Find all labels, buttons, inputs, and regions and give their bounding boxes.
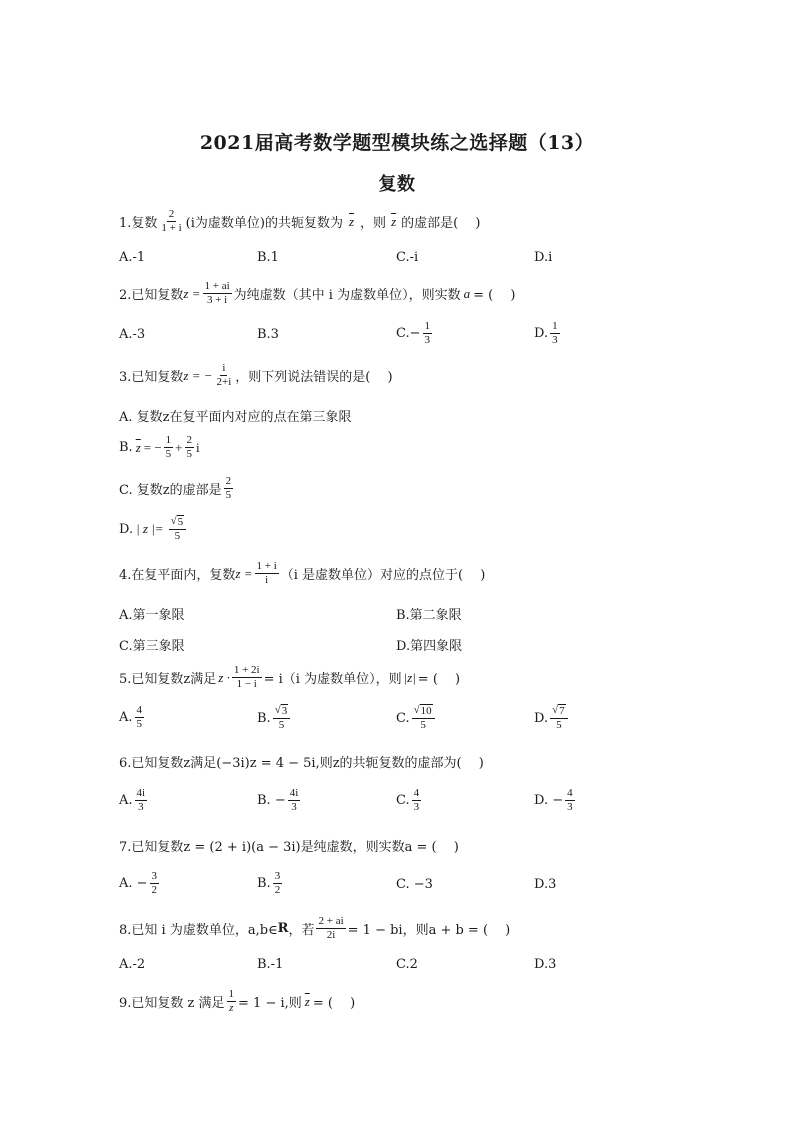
q3-option-c-frac: [224, 475, 234, 502]
q6-option-b-frac: [288, 787, 301, 814]
q2-var: a: [463, 285, 471, 301]
q6-option-d-label: D. −: [534, 793, 564, 808]
q4-frac-den: i: [265, 574, 269, 586]
q2-option-d-den: 3: [552, 334, 558, 346]
q3-option-b-d1: 5: [165, 448, 172, 460]
q5-option-d-num: [550, 704, 568, 719]
q2-text2: = ( ): [473, 288, 516, 303]
q6-option-a-label: A.: [119, 793, 133, 808]
q5-option-a: [119, 704, 146, 731]
q6-option-d-frac: [565, 787, 575, 814]
q3-prefix: 3.已知复数: [119, 370, 184, 385]
question-2: [119, 280, 515, 307]
q6-option-c: [396, 787, 423, 814]
sqrt-symbol: √ 7: [552, 704, 565, 717]
q2-lhs: z =: [183, 285, 201, 301]
q5-option-b-frac: [273, 704, 291, 732]
q1-option-a: A.-1: [119, 250, 146, 265]
question-4: [119, 560, 485, 587]
q9-fraction: [227, 988, 237, 1015]
q1-option-d: D.i: [534, 250, 553, 265]
q7-option-b-frac: [273, 870, 283, 897]
q3-option-a: A. 复数z在复平面内对应的点在第三象限: [119, 410, 352, 425]
q2-option-d-label: D.: [534, 326, 549, 341]
page-title: 2021届高考数学题型模块练之选择题（13）: [199, 132, 595, 154]
q3-option-d-num: [169, 515, 187, 530]
q2-option-c-den: 3: [424, 334, 431, 346]
q6-option-c-label: C.: [396, 793, 410, 808]
q5-abs: |z|: [403, 669, 416, 685]
sqrt-symbol: √ 3: [274, 704, 288, 717]
q3-option-c-den: 5: [225, 489, 232, 501]
q6-option-c-num: 4: [413, 787, 420, 799]
q8-prefix: 8.已知 i 为虚数单位，a,b∈: [119, 923, 278, 938]
q2-option-b: B.3: [257, 327, 279, 342]
q5-option-a-num: 4: [136, 704, 143, 716]
q7-option-b-label: B.: [257, 876, 271, 891]
q5-lhs: z ·: [218, 669, 230, 685]
q6-option-d-den: 3: [567, 801, 573, 813]
sqrt-symbol: √ 5: [170, 515, 184, 528]
q5-option-d-den: 5: [556, 719, 562, 731]
q6-option-b-label: B. −: [257, 793, 286, 808]
q6-option-b: [257, 787, 302, 814]
q1-option-b: B.1: [257, 250, 279, 265]
q6-option-c-frac: [412, 787, 422, 814]
q2-option-d: [534, 320, 562, 347]
q4-option-d: D.第四象限: [396, 639, 463, 654]
q3-option-c-num: 2: [225, 475, 232, 487]
q7-option-a-label: A. −: [119, 876, 148, 891]
q2-option-c: [396, 320, 434, 347]
q4-fraction: [255, 560, 279, 587]
q3-option-d-label: D.: [119, 521, 134, 537]
q3-option-b-label: B.: [119, 440, 133, 455]
q2-fraction: [203, 280, 232, 307]
q2-option-c-num: 1: [424, 320, 431, 332]
q3-option-b-n2: 2: [186, 434, 193, 446]
q2-option-c-frac: [423, 320, 433, 347]
q4-option-c: C.第三象限: [119, 639, 185, 654]
sqrt-symbol: √ 10: [413, 704, 432, 717]
q5-prefix: 5.已知复数z满足: [119, 672, 217, 687]
question-1: [119, 208, 480, 235]
q5-text1: = i（i 为虚数单位），则: [263, 672, 402, 687]
q2-option-a: A.-3: [119, 327, 146, 342]
q2-option-c-label: C.: [396, 326, 410, 341]
q4-option-b: B.第二象限: [396, 608, 462, 623]
q8-fraction: [316, 915, 345, 942]
q5-option-b-label: B.: [257, 710, 271, 726]
q7-option-a-den: 2: [151, 884, 158, 896]
question-5: [119, 664, 460, 691]
q2-option-c-sign: −: [409, 326, 421, 341]
q6-option-a-frac: [135, 787, 148, 814]
q1-text2: ，则: [360, 216, 387, 231]
q2-frac-den: 3 + i: [206, 294, 228, 306]
q3-option-b-frac2: [185, 434, 195, 461]
q3-option-c-text: C. 复数z的虚部是: [119, 483, 222, 498]
q8-option-a: A.-2: [119, 957, 146, 972]
q1-fraction: [159, 208, 183, 235]
question-9: [119, 988, 355, 1015]
q8-real-set: R: [277, 921, 289, 936]
q5-option-a-den: 5: [136, 718, 143, 730]
q5-option-c-frac: [412, 704, 435, 732]
q2-frac-num: 1 + ai: [204, 280, 230, 292]
q5-option-b: [257, 704, 292, 732]
q3-option-b-eq: = −: [143, 439, 162, 455]
q5-frac-den: 1 − i: [236, 678, 257, 690]
q5-option-b-num: [273, 704, 291, 719]
q5-option-a-label: A.: [119, 710, 133, 725]
q6-option-a: [119, 787, 149, 814]
q4-prefix: 4.在复平面内，复数: [119, 568, 236, 583]
page-subtitle: 复数: [378, 174, 416, 195]
q2-option-d-num: 1: [552, 320, 558, 332]
q9-frac-num: 1: [228, 988, 235, 1000]
q3-option-d-den: 5: [174, 530, 181, 542]
q6-option-b-num: 4i: [289, 787, 299, 799]
q8-option-b: B.-1: [257, 957, 284, 972]
q1-frac-den: 1 + i: [161, 222, 182, 234]
q6-option-d-num: 4: [567, 787, 573, 799]
q5-option-c-rad: 10: [420, 705, 432, 717]
q3-option-c: [119, 475, 235, 502]
q7-option-c: C. −3: [396, 877, 433, 892]
q3-option-b: [119, 434, 200, 461]
q3-option-b-i: i: [196, 439, 200, 455]
q5-option-c-num: [412, 704, 435, 719]
q9-prefix: 9.已知复数 z 满足: [119, 996, 225, 1011]
q8-text2: = 1 − bi，则a + b = ( ): [347, 923, 511, 938]
q4-text1: （i 是虚数单位）对应的点位于( ): [280, 568, 486, 583]
q3-option-d: [119, 515, 188, 543]
q4-option-a: A.第一象限: [119, 608, 185, 623]
q5-option-c: [396, 704, 437, 732]
q9-frac-den: z: [229, 1002, 234, 1014]
q1-frac-num: 2: [168, 208, 175, 220]
q3-option-d-frac: [169, 515, 187, 543]
q5-option-c-den: 5: [420, 719, 426, 731]
q3-option-b-frac1: [164, 434, 174, 461]
q1-prefix: 1.复数: [119, 216, 158, 231]
q5-option-a-frac: [135, 704, 145, 731]
q6-option-b-den: 3: [291, 801, 297, 813]
question-6: 6.已知复数z满足(−3i)z = 4 − 5i,则z的共轭复数的虚部为( ): [119, 756, 484, 771]
q8-option-c: C.2: [396, 957, 418, 972]
q3-lhs: z = −: [183, 367, 213, 383]
q4-frac-num: 1 + i: [256, 560, 277, 572]
q8-frac-num: 2 + ai: [318, 915, 344, 927]
q5-option-d-label: D.: [534, 710, 549, 726]
q5-option-d-frac: [550, 704, 568, 732]
q7-option-d: D.3: [534, 877, 557, 892]
q3-option-b-n1: 1: [165, 434, 172, 446]
q8-text1: ，若: [288, 923, 315, 938]
q2-prefix: 2.已知复数: [119, 288, 184, 303]
q5-option-d-rad: 7: [559, 705, 565, 717]
q2-text1: 为纯虚数（其中 i 为虚数单位），则实数: [233, 288, 461, 303]
q7-option-a-num: 3: [151, 870, 158, 882]
question-3: [119, 362, 393, 389]
q5-option-c-label: C.: [396, 710, 410, 726]
q1-zbar-2: $\overline{z}$: [391, 213, 397, 229]
q7-option-a: [119, 870, 161, 897]
q5-fraction: [232, 664, 262, 691]
q9-text1: = 1 − i,则: [238, 996, 302, 1011]
q9-text2: = ( ): [312, 996, 356, 1011]
q4-lhs: z =: [235, 565, 253, 581]
q5-option-b-den: 5: [278, 719, 285, 731]
q9-zbar: $\overline{z}$: [304, 993, 310, 1009]
q8-frac-den: 2i: [326, 929, 336, 941]
q5-option-b-rad: 3: [281, 705, 288, 717]
q7-option-b-den: 2: [274, 884, 281, 896]
q6-option-d: [534, 787, 577, 814]
q1-zbar: $\overline{z}$: [348, 213, 355, 229]
q3-frac-den: 2+i: [216, 376, 232, 388]
q7-option-b-num: 3: [274, 870, 281, 882]
q3-option-b-zbar: $\overline{z}$: [135, 439, 141, 455]
q3-option-b-plus: +: [175, 439, 183, 455]
q7-option-a-frac: [150, 870, 160, 897]
q3-fraction: [215, 362, 234, 389]
q5-frac-num: 1 + 2i: [233, 664, 260, 676]
q7-option-b: [257, 870, 284, 897]
q5-text2: = ( ): [417, 672, 461, 687]
q2-option-d-frac: [550, 320, 560, 347]
q3-text1: ，则下列说法错误的是( ): [235, 370, 393, 385]
q6-option-a-num: 4i: [136, 787, 146, 799]
q3-option-d-rad: 5: [177, 516, 184, 528]
q6-option-a-den: 3: [138, 801, 144, 813]
q6-option-c-den: 3: [413, 801, 420, 813]
q3-frac-num: i: [222, 362, 226, 374]
q3-option-b-d2: 5: [186, 448, 193, 460]
q5-option-d: [534, 704, 570, 732]
question-7: 7.已知复数z = (2 + i)(a − 3i)是纯虚数，则实数a = ( ): [119, 840, 459, 855]
q1-text1: (i为虚数单位)的共轭复数为: [185, 216, 343, 231]
question-8: [119, 915, 510, 942]
q1-option-c: C.-i: [396, 250, 419, 265]
q1-text3: 的虚部是( ): [401, 216, 481, 231]
q3-option-d-lhs: | z |=: [136, 521, 164, 536]
q8-option-d: D.3: [534, 957, 557, 972]
